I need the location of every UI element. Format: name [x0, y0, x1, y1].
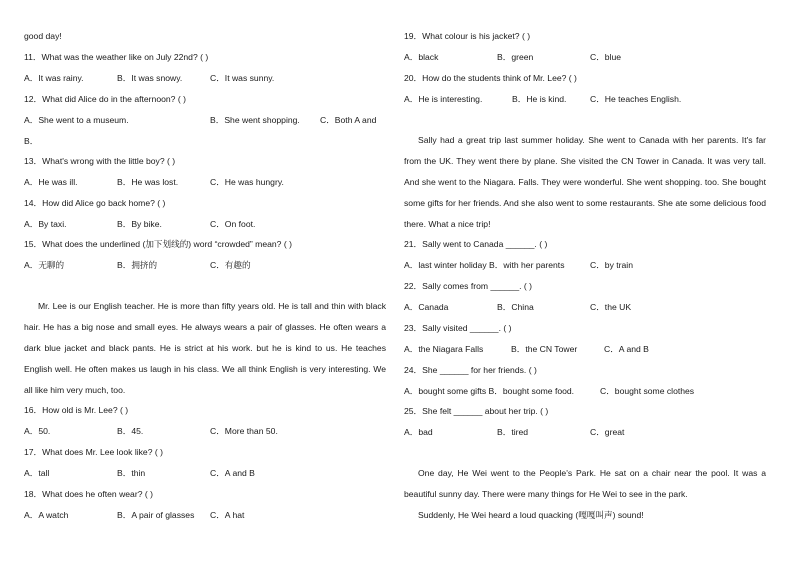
question-24: 24．She ______ for her friends. ( )	[404, 365, 537, 375]
option-24-c[interactable]: C．bought some clothes	[600, 386, 695, 396]
option-13-b[interactable]: B．He was lost.	[117, 177, 179, 187]
question-18: 18．What does he often wear? ( )	[24, 489, 153, 499]
option-12-c[interactable]: C．Both A and	[320, 115, 377, 125]
option-18-a[interactable]: A．A watch	[24, 510, 69, 520]
option-20-b[interactable]: B．He is kind.	[512, 94, 567, 104]
question-15: 15．What does the underlined (加下划线的) word “crowded” mean? ( )	[24, 239, 292, 249]
question-20: 20．How do the students think of Mr. Lee? ( )	[404, 73, 577, 83]
options-17	[24, 466, 394, 480]
option-21-c[interactable]: C．by train	[590, 260, 633, 270]
question-13: 13．What's wrong with the little boy? ( )	[24, 156, 176, 166]
question-11: 11．What was the weather like on July 22nd? ( )	[24, 52, 209, 62]
option-12-a[interactable]: A．She went to a museum.	[24, 115, 129, 125]
question-25: 25．She felt ______ about her trip. ( )	[404, 406, 549, 416]
option-17-c[interactable]: C．A and B	[210, 468, 255, 478]
option-23-a[interactable]: A．the Niagara Falls	[404, 344, 484, 354]
options-16	[24, 424, 394, 438]
option-14-b[interactable]: B．By bike.	[117, 219, 162, 229]
option-11-c[interactable]: C．It was sunny.	[210, 73, 275, 83]
option-18-c[interactable]: C．A hat	[210, 510, 245, 520]
options-15	[24, 258, 394, 272]
option-20-a[interactable]: A．He is interesting.	[404, 94, 483, 104]
option-22-c[interactable]: C．the UK	[590, 302, 632, 312]
option-24-ab[interactable]: A．bought some gifts B．bought some food.	[404, 386, 575, 396]
option-18-b[interactable]: B．A pair of glasses	[117, 510, 195, 520]
option-19-b[interactable]: B．green	[497, 52, 534, 62]
intro-text: good day!	[24, 31, 62, 41]
option-15-b[interactable]: B．拥挤的	[117, 260, 158, 270]
option-14-c[interactable]: C．On foot.	[210, 219, 256, 229]
option-15-a[interactable]: A．无聊的	[24, 260, 65, 270]
passage-he-wei-paragraph-1: One day, He Wei went to the People's Park. He sat on a chair near the pool. It was a beautiful sunny day. There were many things for He Wei to see in the park.	[404, 468, 766, 499]
passage-he-wei-paragraph-2: Suddenly, He Wei heard a loud quacking (嘎嘎叫声) sound!	[418, 510, 644, 520]
options-18	[24, 508, 394, 522]
options-23	[404, 342, 774, 356]
option-20-c[interactable]: C．He teaches English.	[590, 94, 682, 104]
option-11-a[interactable]: A．It was rainy.	[24, 73, 84, 83]
option-16-c[interactable]: C．More than 50.	[210, 426, 278, 436]
options-12	[24, 113, 394, 127]
option-23-b[interactable]: B．the CN Tower	[511, 344, 578, 354]
question-23: 23．Sally visited ______. ( )	[404, 323, 512, 333]
options-22	[404, 300, 774, 314]
option-25-a[interactable]: A．bad	[404, 427, 433, 437]
options-24	[404, 384, 774, 398]
option-19-c[interactable]: C．blue	[590, 52, 622, 62]
option-21-ab[interactable]: A．last winter holiday B．with her parents	[404, 260, 565, 270]
question-12: 12．What did Alice do in the afternoon? ( )	[24, 94, 186, 104]
option-13-c[interactable]: C．He was hungry.	[210, 177, 284, 187]
question-21: 21．Sally went to Canada ______. ( )	[404, 239, 548, 249]
option-13-a[interactable]: A．He was ill.	[24, 177, 78, 187]
option-16-b[interactable]: B．45.	[117, 426, 144, 436]
options-13	[24, 175, 394, 189]
option-25-c[interactable]: C．great	[590, 427, 625, 437]
option-22-a[interactable]: A．Canada	[404, 302, 449, 312]
options-19	[404, 50, 774, 64]
question-19: 19．What colour is his jacket? ( )	[404, 31, 531, 41]
option-14-a[interactable]: A．By taxi.	[24, 219, 67, 229]
question-16: 16．How old is Mr. Lee? ( )	[24, 405, 129, 415]
options-14	[24, 217, 394, 231]
question-17: 17．What does Mr. Lee look like? ( )	[24, 447, 163, 457]
options-21	[404, 258, 774, 272]
option-19-a[interactable]: A．black	[404, 52, 439, 62]
passage-sally: Sally had a great trip last summer holiday. She went to Canada with her parents. It's far from the UK. They went there by plane. She visited the CN Tower in Canada. It was very tall. And she went to the Niagara. Falls. They were wonderful. She went shopping. too. She bought some gifts for her friends. And she also went to some restaurants. She ate some delicious food there. What a nice trip!	[404, 135, 766, 229]
options-11	[24, 71, 394, 85]
question-14: 14．How did Alice go back home? ( )	[24, 198, 166, 208]
option-22-b[interactable]: B．China	[497, 302, 534, 312]
options-20	[404, 92, 774, 106]
option-17-b[interactable]: B．thin	[117, 468, 146, 478]
option-17-a[interactable]: A．tall	[24, 468, 50, 478]
passage-mr-lee: Mr. Lee is our English teacher. He is more than fifty years old. He is tall and thin with black hair. He has a big nose and small eyes. He always wears a pair of glasses. He often wears a dark blue jacket and black pants. He is strict at his work. but he is kind to us. He teaches English well. He often makes us laugh in his class. We all think English is very interesting. We all like him very much, too.	[24, 301, 386, 395]
question-22: 22．Sally comes from ______. ( )	[404, 281, 533, 291]
option-16-a[interactable]: A．50.	[24, 426, 51, 436]
option-12-c-continued: B．	[24, 136, 39, 146]
option-15-c[interactable]: C．有趣的	[210, 260, 251, 270]
option-11-b[interactable]: B．It was snowy.	[117, 73, 183, 83]
option-25-b[interactable]: B．tired	[497, 427, 529, 437]
option-12-b[interactable]: B．She went shopping.	[210, 115, 300, 125]
options-25	[404, 425, 774, 439]
option-23-c[interactable]: C．A and B	[604, 344, 649, 354]
